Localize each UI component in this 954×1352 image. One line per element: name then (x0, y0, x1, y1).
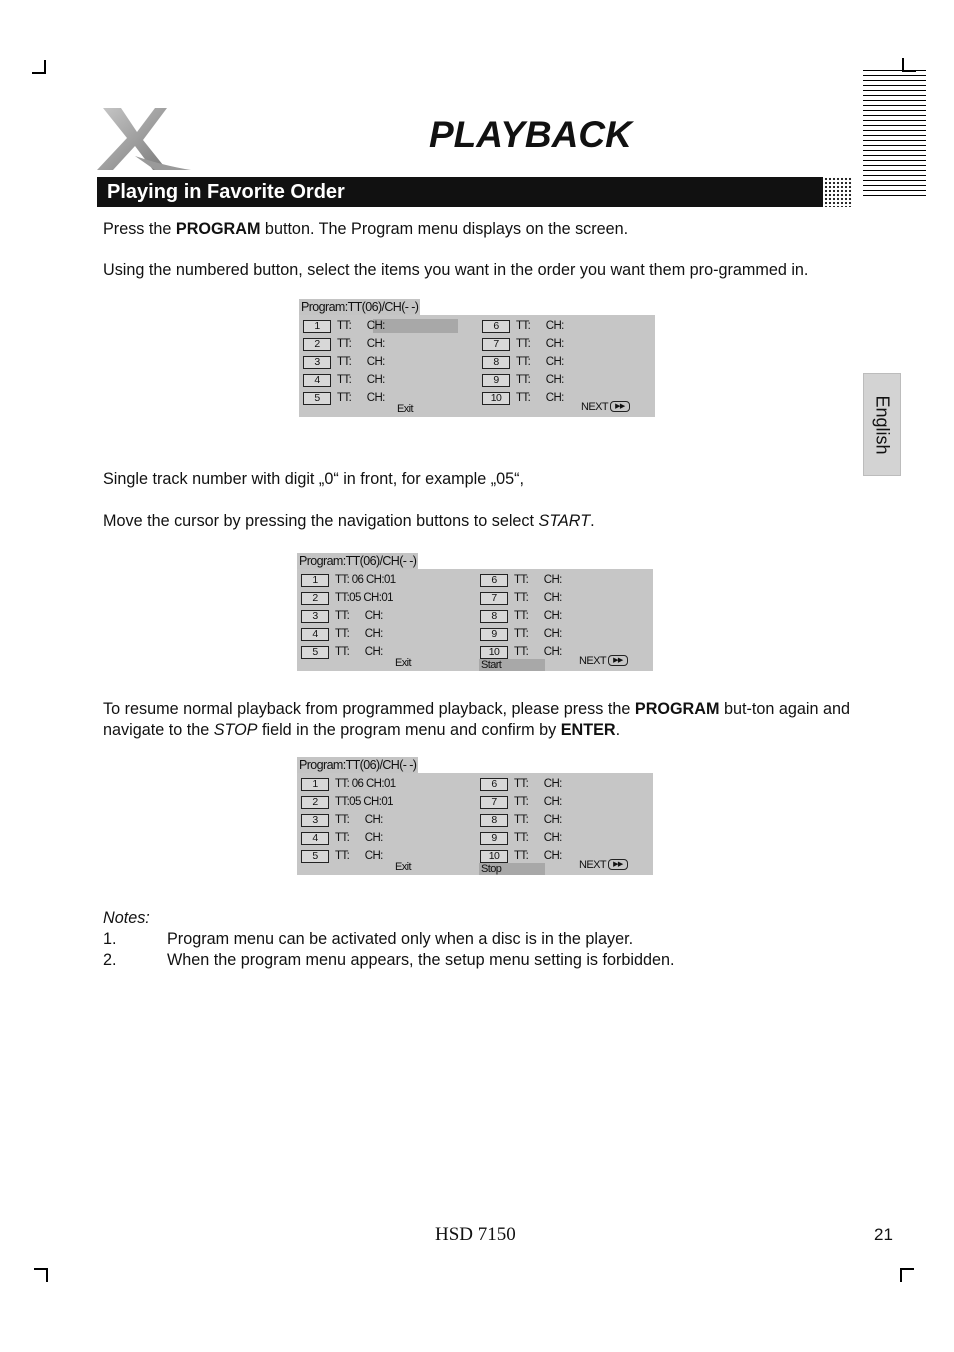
program-menu-header: Program:TT(06)/CH(- -) (299, 758, 417, 772)
program-slot-number: 6 (480, 778, 508, 791)
program-menu-row (482, 373, 647, 391)
program-slot-number: 4 (301, 832, 329, 845)
program-slot-number: 6 (482, 320, 510, 333)
program-slot-value: TT: CH: (337, 374, 385, 386)
program-slot-value: TT: CH: (337, 320, 385, 332)
note-item: 1. Program menu can be activated only when a disc is in the player. (103, 930, 634, 948)
program-slot-number: 2 (303, 338, 331, 351)
program-menu-row (480, 591, 645, 609)
program-menu-row (301, 813, 466, 831)
program-menu-screenshot-3 (297, 757, 653, 875)
model-name: HSD 7150 (435, 1224, 516, 1245)
program-slot-number: 5 (301, 646, 329, 659)
notes (103, 908, 850, 971)
program-menu-header: Program:TT(06)/CH(- -) (301, 300, 419, 314)
program-slot-number: 8 (480, 814, 508, 827)
exit-label: Exit (395, 657, 411, 669)
program-slot-number: 6 (480, 574, 508, 587)
next-label (579, 859, 628, 871)
program-slot-number: 7 (480, 796, 508, 809)
program-menu-row (482, 319, 647, 337)
program-slot-value: TT: CH: (335, 850, 383, 862)
note-item: 2. When the program menu appears, the setup menu setting is forbidden. (103, 951, 675, 969)
program-slot-value: TT: CH: (337, 392, 385, 404)
program-slot-value: TT: 06 CH:01 (335, 778, 396, 790)
program-menu-row (301, 777, 466, 795)
page-title: PLAYBACK (429, 114, 632, 155)
program-slot-value: TT: CH: (514, 610, 562, 622)
program-slot-number: 5 (303, 392, 331, 405)
program-menu-row (301, 831, 466, 849)
next-label-text: NEXT (581, 401, 608, 413)
program-menu-row (480, 831, 645, 849)
program-slot-value: TT: CH: (514, 592, 562, 604)
program-slot-value: TT: CH: (514, 646, 562, 658)
next-arrow-icon: ▶▶ (608, 859, 628, 870)
paragraph-select-items: Using the numbered button, select the items you want in the order you want them pro-grammed in. (103, 261, 809, 279)
action-label: Stop (481, 863, 502, 875)
action-label: Start (481, 659, 502, 671)
program-menu-row (482, 337, 647, 355)
program-slot-value: TT:05 CH:01 (335, 592, 393, 604)
program-slot-value: TT: CH: (335, 628, 383, 640)
program-slot-value: TT: CH: (514, 832, 562, 844)
next-label (579, 655, 628, 667)
program-slot-value: TT: CH: (337, 338, 385, 350)
program-menu-screenshot-1 (299, 299, 655, 417)
program-slot-number: 10 (480, 646, 508, 659)
program-menu-row (303, 373, 468, 391)
program-menu-row (480, 609, 645, 627)
language-tab (863, 373, 901, 476)
program-slot-value: TT: CH: (335, 832, 383, 844)
program-slot-value: TT: CH: (514, 628, 562, 640)
program-slot-number: 3 (301, 814, 329, 827)
program-slot-value: TT: CH: (514, 574, 562, 586)
exit-label: Exit (397, 403, 413, 415)
notes-title: Notes: (103, 909, 150, 927)
program-menu-row (480, 795, 645, 813)
program-slot-number: 9 (480, 628, 508, 641)
program-slot-value: TT: CH: (514, 796, 562, 808)
program-menu-row (303, 319, 468, 337)
page-number: 21 (874, 1225, 893, 1244)
program-slot-number: 2 (301, 796, 329, 809)
next-label-text: NEXT (579, 655, 606, 667)
decorative-stripes (863, 70, 926, 200)
exit-label: Exit (395, 861, 411, 873)
program-slot-value: TT: CH: (337, 356, 385, 368)
crop-mark-top-left (32, 60, 46, 74)
program-menu-row (301, 645, 466, 663)
program-slot-value: TT: CH: (516, 356, 564, 368)
paragraph-press-program: Press the PROGRAM button. The Program menu displays on the screen. (103, 220, 629, 238)
program-slot-number: 1 (301, 778, 329, 791)
program-menu-row (480, 573, 645, 591)
program-menu-header: Program:TT(06)/CH(- -) (299, 554, 417, 568)
program-slot-number: 7 (482, 338, 510, 351)
program-slot-number: 1 (301, 574, 329, 587)
program-slot-number: 1 (303, 320, 331, 333)
program-menu-row (480, 627, 645, 645)
program-slot-value: TT: CH: (335, 610, 383, 622)
program-slot-value: TT: CH: (335, 814, 383, 826)
program-slot-number: 3 (301, 610, 329, 623)
program-slot-number: 7 (480, 592, 508, 605)
program-menu-row (301, 849, 466, 867)
program-menu-row (303, 337, 468, 355)
program-slot-value: TT:05 CH:01 (335, 796, 393, 808)
program-slot-number: 2 (301, 592, 329, 605)
crop-mark-bottom-left (34, 1268, 48, 1282)
next-arrow-icon: ▶▶ (608, 655, 628, 666)
section-title: Playing in Favorite Order (97, 177, 823, 207)
next-label (581, 401, 630, 413)
program-slot-number: 5 (301, 850, 329, 863)
program-menu-row (303, 355, 468, 373)
program-slot-value: TT: CH: (516, 392, 564, 404)
program-slot-value: TT: CH: (516, 320, 564, 332)
program-slot-number: 3 (303, 356, 331, 369)
program-menu-row (301, 591, 466, 609)
program-slot-number: 9 (480, 832, 508, 845)
program-slot-value: TT: CH: (514, 814, 562, 826)
program-slot-number: 8 (480, 610, 508, 623)
next-arrow-icon: ▶▶ (610, 401, 630, 412)
program-menu-screenshot-2 (297, 553, 653, 671)
program-slot-number: 4 (303, 374, 331, 387)
brand-x-logo-icon (95, 108, 193, 172)
section-bar-dots (816, 177, 852, 207)
notes-list (103, 929, 850, 971)
next-label-text: NEXT (579, 859, 606, 871)
program-menu-row (301, 609, 466, 627)
program-menu-row (480, 777, 645, 795)
program-slot-value: TT: CH: (516, 374, 564, 386)
program-slot-value: TT: CH: (514, 778, 562, 790)
paragraph-move-cursor: Move the cursor by pressing the navigation buttons to select START. (103, 512, 595, 530)
program-slot-value: TT: CH: (514, 850, 562, 862)
program-slot-number: 8 (482, 356, 510, 369)
program-slot-number: 10 (480, 850, 508, 863)
program-menu-row (480, 813, 645, 831)
program-slot-number: 9 (482, 374, 510, 387)
paragraph-single-track: Single track number with digit „0“ in front, for example „05“, (103, 470, 525, 488)
program-slot-value: TT: 06 CH:01 (335, 574, 396, 586)
program-menu-row (303, 391, 468, 409)
program-slot-number: 4 (301, 628, 329, 641)
program-menu-row (301, 627, 466, 645)
program-slot-value: TT: CH: (516, 338, 564, 350)
program-slot-value: TT: CH: (335, 646, 383, 658)
paragraph-resume-playback: To resume normal playback from programmed playback, please press the PROGRAM but-ton again and navigate to the STOP field in the program menu and confirm by ENTER. (103, 700, 850, 739)
crop-mark-bottom-right (900, 1268, 914, 1282)
language-tab-label: English (872, 394, 893, 455)
program-menu-row (301, 573, 466, 591)
program-menu-row (482, 355, 647, 373)
program-slot-number: 10 (482, 392, 510, 405)
program-menu-row (301, 795, 466, 813)
